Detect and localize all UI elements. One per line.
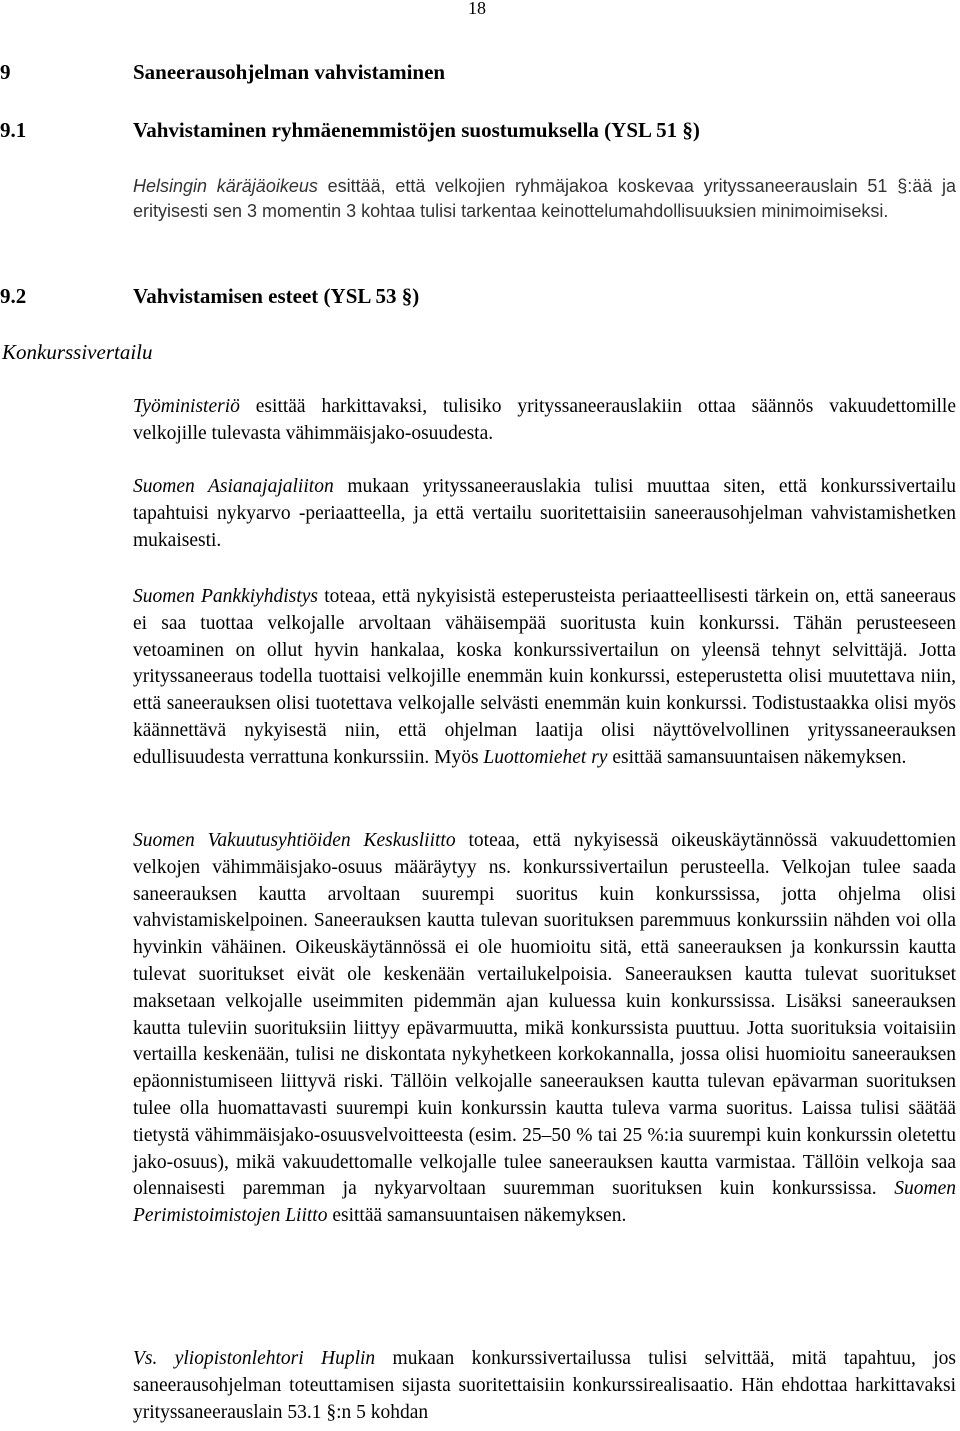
section-title: Saneerausohjelman vahvistaminen <box>133 60 446 84</box>
paragraph-text-end: esittää samansuuntaisen näkemyksen. <box>607 746 907 768</box>
paragraph-lead: Suomen Pankkiyhdistys <box>133 586 318 607</box>
subsection-number: 9.1 <box>0 118 27 142</box>
paragraph-huplin <box>133 1346 956 1426</box>
paragraph-pankkiyhdistys <box>133 584 956 772</box>
paragraph-asianajajaliitto <box>133 474 956 554</box>
paragraph-text-end: esittää samansuuntaisen näkemyksen. <box>327 1205 627 1227</box>
paragraph-tyoministerio <box>133 394 956 448</box>
subsection-title: Vahvistaminen ryhmäenemmistöjen suostumuksella (YSL 51 §) <box>133 118 700 142</box>
paragraph-text: toteaa, että nykyisistä esteperusteista periaatteellisesti tärkein on, että saneeraus ei saa tuottaa velkojalle arvoltaan vähäisempää suoritusta kuin konkurssi. Tähän perusteeseen vetoaminen on ollut hyvin hankalaa, koska konkurssivertailun on yleensä tehnyt selvittäjä. Jotta yrityssaneeraus todella tuottaisi velkojille enemmän kuin konkurssi, esteperustetta olisi muutettava niin, että saneerauksen olisi tuotettava velkojalle selvästi enemmän kuin konkurssi. Todistustaakka olisi myös käännettävä nykyisestä niin, että ohjelman laatija olisi näyttövelvollinen yrityssaneerauksen edullisuudesta verrattuna konkurssiin. Myös <box>133 586 956 768</box>
paragraph-text: mukaan konkurssivertailussa tulisi selvittää, mitä tapahtuu, jos saneerausohjelman toteuttamisen sijasta suoritettaisiin konkurssirealisaatio. Hän ehdottaa harkittavaksi yrityssaneerauslain 53.1 §:n 5 kohdan <box>133 1348 956 1423</box>
paragraph-mention: Suomen Perimistoimistojen Liitto <box>133 1178 956 1227</box>
paragraph-text: esittää harkittavaksi, tulisiko yrityssaneerauslakiin ottaa säännös vakuudettomille velkojille tulevasta vähimmäisjako-osuudesta. <box>133 396 956 444</box>
subsection-title: Vahvistamisen esteet (YSL 53 §) <box>133 284 420 308</box>
subheading-konkurssivertailu: Konkurssivertailu <box>2 340 153 364</box>
paragraph-lead: Työministeriö <box>133 396 240 417</box>
paragraph-text: mukaan yrityssaneerauslakia tulisi muuttaa siten, että konkurssivertailu tapahtuisi nykyarvo -periaatteella, ja että vertailu suoritettaisiin saneerausohjelman vahvistamishetken mukaisesti. <box>133 476 957 551</box>
paragraph-kärajaoikeus <box>133 174 956 224</box>
paragraph-text: esittää, että velkojien ryhmäjakoa koskevaa yrityssaneerauslain 51 §:ää ja erityisesti sen 3 momentin 3 kohtaa tulisi tarkentaa keinottelumahdollisuuksien minimoimiseksi. <box>133 176 956 221</box>
paragraph-lead: Suomen Asianajajaliiton <box>133 476 334 497</box>
paragraph-mention: Luottomiehet ry <box>483 746 608 768</box>
subsection-heading-9-1 <box>0 118 700 143</box>
section-number: 9 <box>0 60 11 84</box>
paragraph-text: toteaa, että nykyisessä oikeuskäytännössä vakuudettomien velkojen vähimmäisjako-osuus määräytyy ns. konkurssivertailun perusteella. Velkojan tulee saada saneerauksen kautta arvoltaan suurempi suoritus kuin konkurssissa, jotta ohjelma olisi vahvistamiskelpoinen. Saneerauksen kautta tulevan suorituksen paremmuus konkurssiin nähden voi olla hyvinkin vähäinen. Oikeuskäytännössä ei ole huomioitu sitä, että saneerauksen ja konkurssin kautta tulevat suoritukset eivät ole keskenään vertailukelpoisia. Saneerauksen kautta tulevat suoritukset maksetaan velkojalle useimmiten pidemmän ajan kuluessa kuin konkurssissa. Lisäksi saneerauksen kautta tuleviin suorituksiin liittyy epävarmuutta, mikä konkurssista puuttuu. Jotta suorituksia voitaisiin vertailla keskenään, tulisi ne diskontata nykyhetkeen korkokannalla, jossa olisi huomioitu saneerauksen epäonnistumiseen liittyvä riski. Tällöin velkojalle saneerauksen kautta tulevan epävarman suorituksen tulee olla huomattavasti suurempi kuin konkurssin kautta tuleva varma suoritus. Laissa tulisi säätää tietystä vähimmäisjako-osuusvelvoitteesta (esim. 25–50 % tai 25 %:ia suurempi kuin konkurssin oletettu jako-osuus), mikä vakuudettomalle velkojalle tulee saneerauksen kautta varmistaa. Tällöin velkoja saa olennaisesti paremman ja nykyarvoltaan suuremman suorituksen kuin konkurssissa. <box>133 830 956 1200</box>
paragraph-lead: Vs. yliopistonlehtori Huplin <box>133 1348 376 1369</box>
paragraph-vakuutusyhtioiden-keskusliitto <box>133 828 956 1230</box>
section-heading <box>0 60 445 85</box>
subsection-heading-9-2 <box>0 284 419 309</box>
subsection-number: 9.2 <box>0 284 27 308</box>
paragraph-lead: Helsingin käräjäoikeus <box>133 176 318 196</box>
page-number: 18 <box>468 0 486 18</box>
paragraph-lead: Suomen Vakuutusyhtiöiden Keskusliitto <box>133 830 456 851</box>
